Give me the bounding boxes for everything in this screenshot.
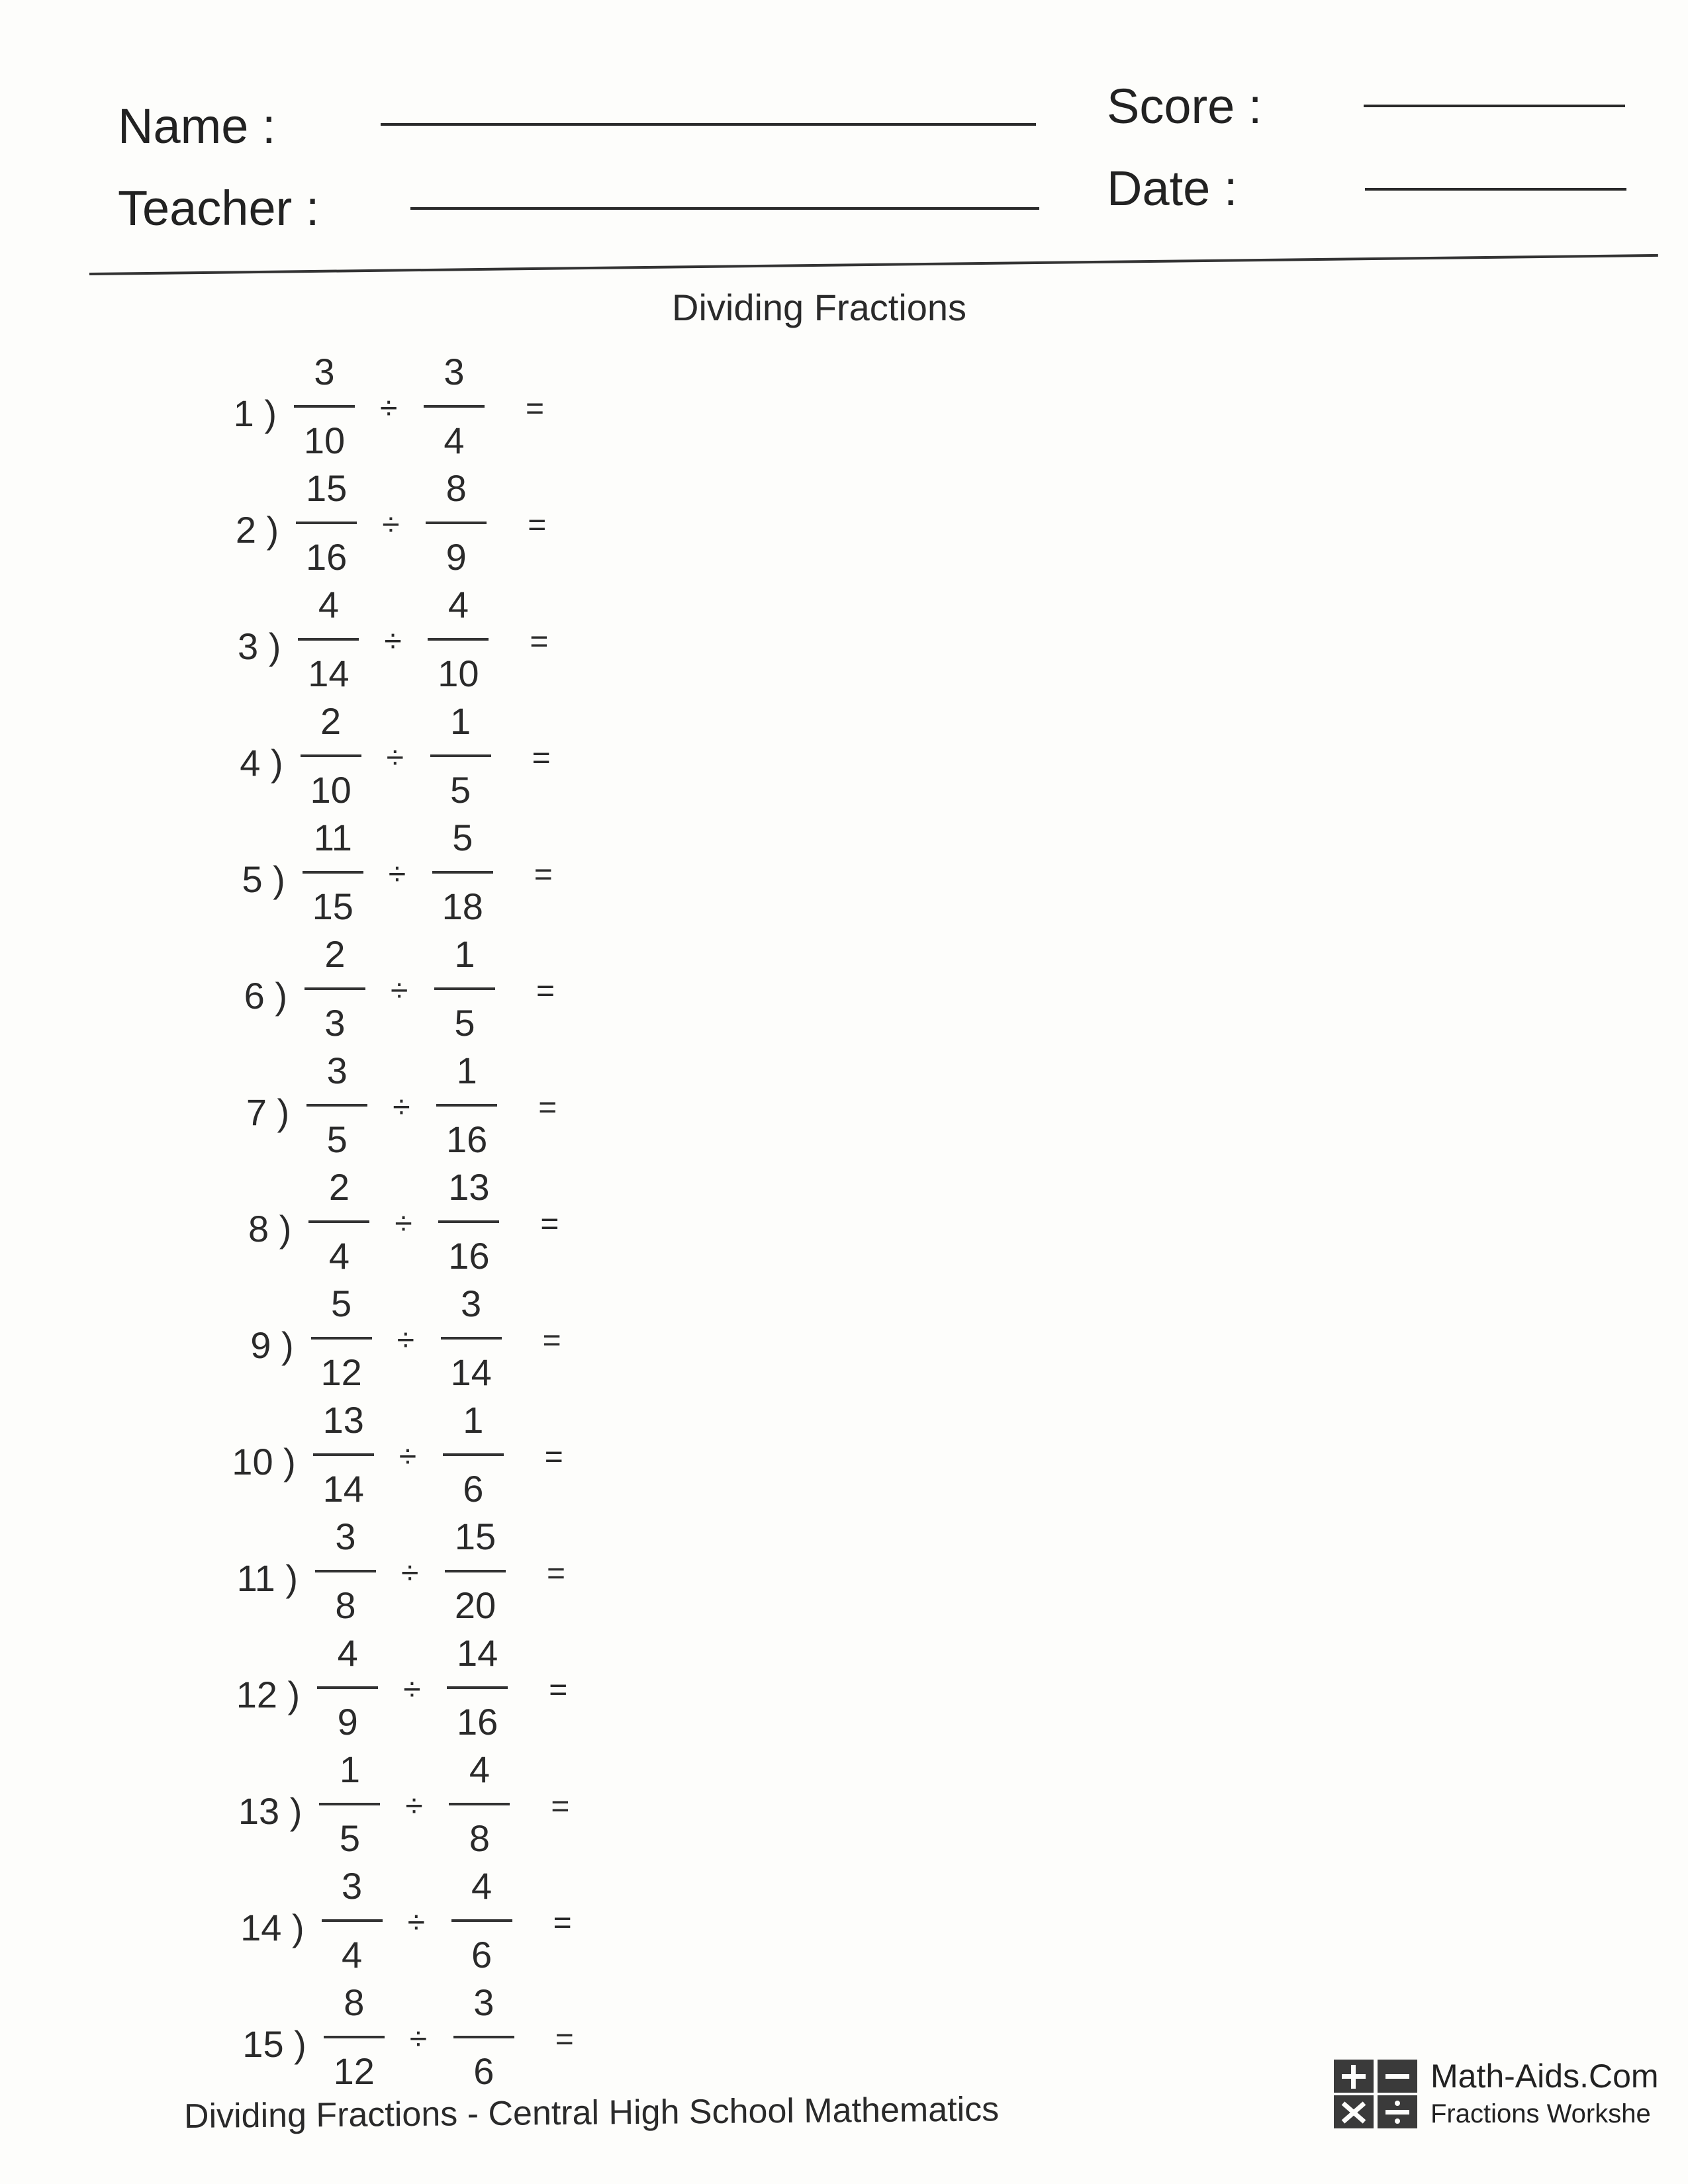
divisor-fraction [428, 700, 494, 811]
fraction-bar [306, 1104, 367, 1107]
dividend-numerator: 2 [324, 933, 346, 975]
problem-number: 3 ) [238, 625, 281, 667]
divisor-denominator: 16 [448, 1235, 490, 1277]
fraction-bar [308, 1220, 369, 1223]
divisor-fraction [444, 1632, 510, 1743]
fraction-bar [447, 1686, 508, 1689]
fraction-bar [436, 1104, 497, 1107]
divisor-numerator: 13 [448, 1166, 490, 1208]
problem-row [240, 1981, 611, 2101]
divisor-fraction [446, 1749, 512, 1860]
divisor-denominator: 18 [442, 886, 483, 927]
dividend-denominator: 12 [320, 1351, 362, 1393]
fraction-bar [298, 638, 359, 641]
fraction-bar [445, 1570, 506, 1572]
problem-number: 5 ) [242, 858, 285, 900]
fraction-bar [451, 1919, 512, 1922]
divisor-fraction [440, 1399, 506, 1510]
divisor-denominator: 5 [450, 769, 471, 811]
problem-row [219, 817, 590, 936]
dividend-fraction [308, 1283, 375, 1394]
dividend-numerator: 15 [306, 467, 348, 509]
divide-sign: ÷ [401, 1556, 419, 1591]
footer-text: Dividing Fractions - Central High School Mathematics [183, 2090, 1000, 2136]
fraction-bar [296, 522, 357, 524]
dividend-fraction [295, 584, 361, 695]
divisor-numerator: 4 [471, 1865, 492, 1907]
dividend-numerator: 4 [337, 1632, 358, 1674]
dividend-fraction [319, 1865, 385, 1976]
fraction-bar [434, 987, 495, 990]
teacher-label: Teacher : [118, 181, 320, 236]
equals-sign: = [540, 1206, 559, 1242]
divisor-fraction [451, 1981, 517, 2093]
problem-row [214, 584, 585, 703]
divide-sign: ÷ [395, 1206, 412, 1242]
fraction-bar [449, 1803, 510, 1805]
name-label: Name : [118, 99, 276, 154]
problem-number: 1 ) [233, 392, 277, 434]
divisor-numerator: 3 [444, 351, 465, 392]
divisor-numerator: 5 [452, 817, 473, 858]
divisor-numerator: 3 [473, 1981, 494, 2023]
divide-sign: ÷ [386, 741, 404, 776]
equals-sign: = [553, 1905, 572, 1940]
divisor-numerator: 15 [454, 1516, 496, 1557]
dividend-numerator: 2 [328, 1166, 350, 1208]
problem-row [223, 1050, 594, 1169]
fraction-bar [426, 522, 487, 524]
dividend-fraction [321, 1981, 387, 2093]
dividend-fraction [300, 817, 366, 928]
fraction-bar [324, 2036, 385, 2038]
problem-row [217, 700, 588, 819]
dividend-numerator: 2 [320, 700, 342, 742]
fraction-bar [453, 2036, 514, 2038]
dividend-fraction [302, 933, 368, 1044]
divisor-numerator: 8 [445, 467, 467, 509]
teacher-line [410, 207, 1039, 210]
dividend-fraction [310, 1399, 377, 1510]
dividend-denominator: 15 [312, 886, 353, 927]
divide-sign: ÷ [399, 1439, 417, 1475]
divide-sign: ÷ [384, 624, 402, 659]
fraction-bar [443, 1453, 504, 1456]
problem-row [212, 467, 583, 586]
problem-row [228, 1283, 598, 1402]
divisor-numerator: 3 [461, 1283, 482, 1324]
dividend-numerator: 4 [318, 584, 339, 625]
divisor-numerator: 4 [447, 584, 469, 625]
dividend-denominator: 10 [303, 420, 346, 461]
equals-sign: = [551, 1789, 570, 1824]
equals-sign: = [528, 508, 547, 543]
problem-number: 4 ) [240, 742, 283, 784]
fraction-bar [438, 1220, 499, 1223]
divisor-fraction [436, 1166, 502, 1277]
dividend-numerator: 3 [335, 1516, 356, 1557]
fraction-bar [432, 871, 493, 874]
problem-number: 7 ) [246, 1091, 290, 1133]
divisor-denominator: 10 [438, 653, 479, 694]
divide-sign: ÷ [407, 1905, 425, 1940]
problem-number: 9 ) [250, 1324, 294, 1366]
dividend-denominator: 14 [308, 653, 350, 694]
problem-row [221, 933, 592, 1052]
problem-number: 13 ) [238, 1790, 303, 1832]
equals-sign: = [542, 1323, 561, 1358]
problem-row [230, 1399, 600, 1518]
divisor-denominator: 6 [463, 1468, 484, 1510]
dividend-denominator: 4 [342, 1934, 363, 1976]
math-operators-logo-icon [1334, 2060, 1417, 2128]
dividend-denominator: 3 [324, 1002, 346, 1044]
dividend-denominator: 9 [337, 1701, 358, 1743]
divisor-denominator: 9 [445, 536, 467, 578]
divide-sign: ÷ [409, 2022, 428, 2057]
divisor-fraction [421, 351, 487, 462]
dividend-denominator: 12 [333, 2050, 375, 2092]
problem-row [238, 1865, 609, 1984]
divisor-fraction [449, 1865, 515, 1976]
fraction-bar [305, 987, 365, 990]
dividend-denominator: 8 [335, 1584, 356, 1626]
dividend-denominator: 14 [322, 1468, 364, 1510]
dividend-fraction [298, 700, 364, 811]
problem-row [211, 351, 581, 470]
dividend-numerator: 3 [314, 351, 335, 392]
fraction-bar [311, 1337, 372, 1340]
divisor-fraction [425, 584, 491, 695]
problem-number: 15 ) [242, 2023, 306, 2065]
dividend-denominator: 5 [339, 1817, 360, 1859]
divide-sign: ÷ [393, 1090, 410, 1125]
fraction-bar [319, 1803, 380, 1805]
fraction-bar [301, 754, 361, 757]
divisor-denominator: 16 [457, 1701, 498, 1743]
dividend-denominator: 4 [328, 1235, 350, 1277]
dividend-numerator: 8 [344, 1981, 365, 2023]
equals-sign: = [549, 1672, 568, 1707]
fraction-bar [322, 1919, 383, 1922]
dividend-fraction [291, 351, 357, 462]
divide-sign: ÷ [380, 391, 398, 426]
dividend-fraction [293, 467, 359, 578]
equals-sign: = [536, 974, 555, 1009]
dividend-numerator: 11 [313, 817, 352, 858]
problem-number: 2 ) [235, 509, 279, 551]
fraction-bar [424, 405, 485, 408]
equals-sign: = [526, 391, 545, 426]
divisor-fraction [423, 467, 489, 578]
date-label: Date : [1107, 161, 1238, 216]
divisor-fraction [430, 817, 496, 928]
divisor-denominator: 20 [454, 1584, 496, 1626]
problem-number: 11 ) [236, 1557, 298, 1599]
divide-sign: ÷ [405, 1789, 423, 1824]
equals-sign: = [544, 1439, 563, 1475]
equals-sign: = [547, 1556, 566, 1591]
problem-row [225, 1166, 596, 1285]
logo-subtitle: Fractions Workshe [1430, 2099, 1651, 2128]
header-divider [89, 254, 1658, 275]
divisor-fraction [434, 1050, 500, 1161]
fraction-bar [303, 871, 363, 874]
equals-sign: = [534, 857, 553, 892]
divide-sign: ÷ [388, 857, 406, 892]
divisor-numerator: 4 [469, 1749, 490, 1790]
dividend-fraction [316, 1749, 383, 1860]
dividend-denominator: 16 [306, 536, 348, 578]
worksheet-title: Dividing Fractions [672, 287, 967, 328]
problem-row [236, 1749, 606, 1868]
dividend-denominator: 5 [326, 1118, 348, 1160]
dividend-fraction [304, 1050, 370, 1161]
divide-sign: ÷ [403, 1672, 421, 1707]
dividend-numerator: 5 [331, 1283, 352, 1324]
score-label: Score : [1107, 79, 1262, 134]
fraction-bar [313, 1453, 374, 1456]
divisor-denominator: 6 [473, 2050, 494, 2092]
divisor-denominator: 14 [450, 1351, 492, 1393]
fraction-bar [315, 1570, 376, 1572]
divisor-denominator: 16 [446, 1118, 488, 1160]
divisor-denominator: 8 [469, 1817, 490, 1859]
divisor-numerator: 14 [457, 1632, 498, 1674]
problem-number: 14 ) [240, 1907, 305, 1948]
dividend-numerator: 3 [342, 1865, 363, 1907]
divisor-denominator: 5 [454, 1002, 475, 1044]
name-line [381, 123, 1036, 126]
dividend-fraction [306, 1166, 372, 1277]
dividend-numerator: 3 [326, 1050, 348, 1091]
equals-sign: = [555, 2022, 574, 2057]
equals-sign: = [538, 1090, 557, 1125]
problem-number: 6 ) [244, 975, 287, 1017]
date-line [1365, 188, 1626, 191]
dividend-numerator: 13 [322, 1399, 364, 1441]
dividend-fraction [312, 1516, 379, 1627]
divisor-numerator: 1 [450, 700, 471, 742]
problem-number: 10 ) [232, 1441, 296, 1482]
score-line [1364, 105, 1625, 107]
divide-sign: ÷ [397, 1323, 414, 1358]
dividend-fraction [314, 1632, 381, 1743]
equals-sign: = [530, 624, 549, 659]
dividend-denominator: 10 [310, 769, 352, 811]
fraction-bar [294, 405, 355, 408]
problem-row [232, 1516, 602, 1635]
divide-sign: ÷ [382, 508, 400, 543]
equals-sign: = [532, 741, 551, 776]
fraction-bar [428, 638, 489, 641]
dividend-numerator: 1 [339, 1749, 360, 1790]
problem-number: 8 ) [248, 1208, 292, 1250]
fraction-bar [430, 754, 491, 757]
divide-sign: ÷ [391, 974, 408, 1009]
divisor-fraction [442, 1516, 508, 1627]
divisor-fraction [438, 1283, 504, 1394]
fraction-bar [441, 1337, 502, 1340]
divisor-numerator: 1 [456, 1050, 477, 1091]
fraction-bar [317, 1686, 378, 1689]
problem-row [234, 1632, 604, 1751]
math-aids-logo [1334, 2053, 1665, 2132]
divisor-fraction [432, 933, 498, 1044]
problem-number: 12 ) [236, 1674, 301, 1715]
divisor-denominator: 6 [471, 1934, 492, 1976]
divisor-denominator: 4 [444, 420, 465, 461]
divisor-numerator: 1 [454, 933, 475, 975]
logo-title: Math-Aids.Com [1430, 2058, 1659, 2095]
divisor-numerator: 1 [463, 1399, 484, 1441]
